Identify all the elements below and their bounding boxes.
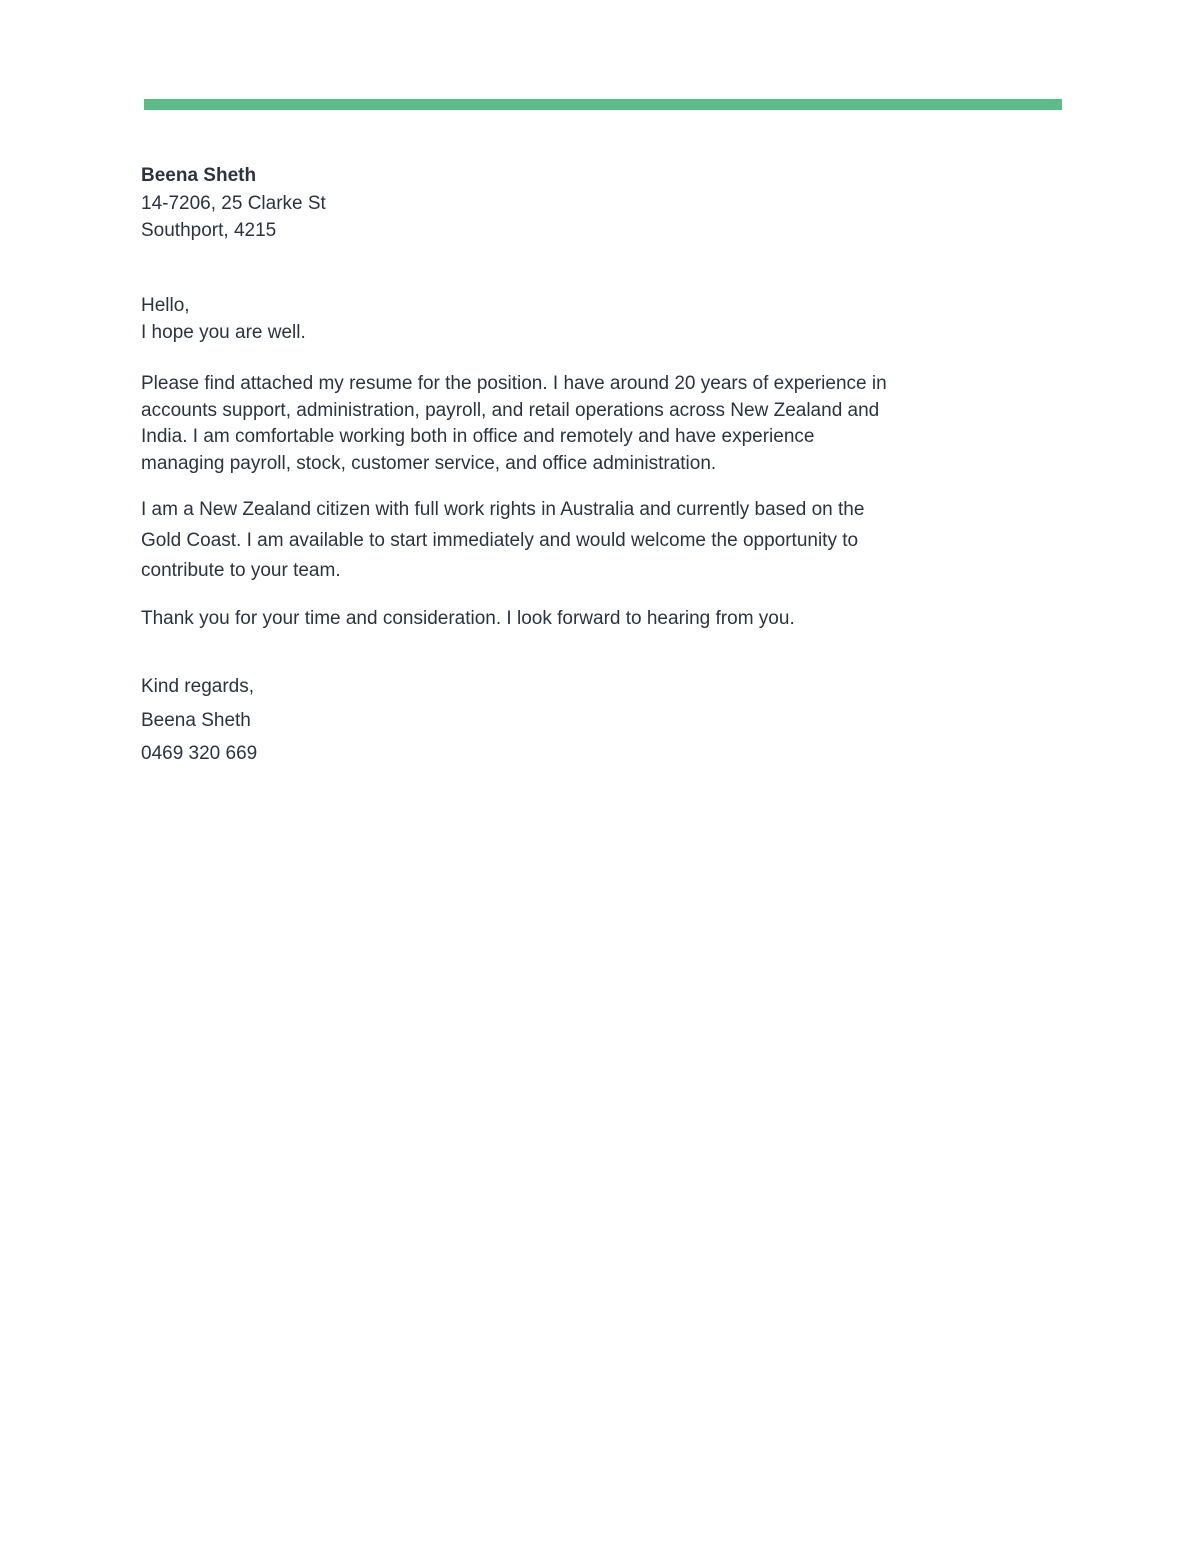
sender-block xyxy=(141,162,901,244)
signature-name: Beena Sheth xyxy=(141,709,251,731)
salutation: Hello, xyxy=(141,295,190,316)
header-accent-bar xyxy=(144,99,1062,110)
body-paragraph-3: Thank you for your time and consideration. I look forward to hearing from you. xyxy=(141,607,795,629)
sender-address-line-1: 14-7206, 25 Clarke St xyxy=(141,193,326,214)
opening-line: I hope you are well. xyxy=(141,322,306,343)
greeting-block xyxy=(141,292,901,346)
sender-address-line-2: Southport, 4215 xyxy=(141,220,277,241)
sender-name: Beena Sheth xyxy=(141,165,257,186)
cover-letter xyxy=(141,162,901,771)
body-paragraph-2: I am a New Zealand citizen with full work rights in Australia and currently based on the Gold Coast. I am available to start immediately and would welcome the opportunity to contribute to your team. xyxy=(141,499,865,581)
signoff-block xyxy=(141,670,901,771)
phone-number: 0469 320 669 xyxy=(141,743,258,764)
body-paragraph-1: Please find attached my resume for the position. I have around 20 years of experience in accounts support, administration, payroll, and retail operations across New Zealand and India. I am comfortable working both in office and remotely and have experience managing payroll, stock, customer service, and office administration. xyxy=(141,373,887,474)
signoff-text: Kind regards, xyxy=(141,676,255,697)
